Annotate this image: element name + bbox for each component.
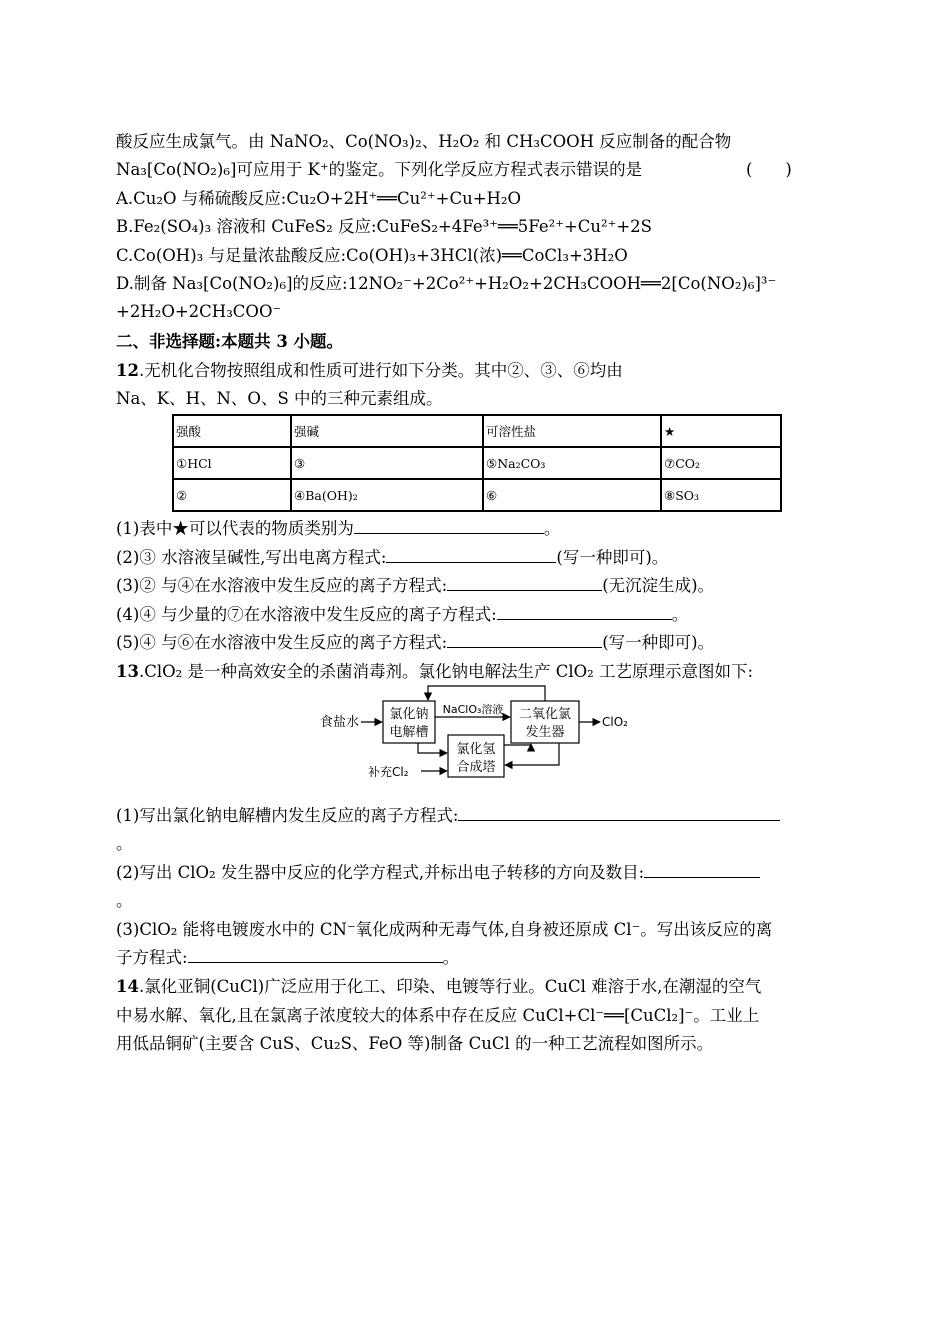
q12-text-1: .无机化合物按照组成和性质可进行如下分类。其中②、③、⑥均由 [138, 361, 623, 380]
q12-sub-5 [116, 631, 714, 655]
option-a: A.Cu₂O 与稀硫酸反应:Cu₂O+2H⁺══Cu²⁺+Cu+H₂O [116, 189, 522, 208]
q13-sub-1-text: (1)写出氯化钠电解槽内发生反应的离子方程式: [116, 806, 459, 825]
option-c: C.Co(OH)₃ 与足量浓盐酸反应:Co(OH)₃+3HCl(浓)══CoCl₃+3H₂O [116, 246, 628, 265]
table-header-cell: 可溶性盐 [483, 415, 661, 447]
q13-sub-2-text: (2)写出 ClO₂ 发生器中反应的化学方程式,并标出电子转移的方向及数目: [116, 863, 645, 882]
q12-number: 12 [116, 361, 139, 380]
q12-sub-1-end: 。 [543, 519, 561, 538]
electrolysis-cell-label-1: 氯化钠 [389, 707, 429, 722]
q14-line-2: 中易水解、氧化,且在氯离子浓度较大的体系中存在反应 CuCl+Cl⁻══[CuCl₂]⁻。工业上 [116, 1006, 760, 1025]
clo2-output-label: ClO₂ [602, 715, 628, 729]
arrow-tower-to-generator [504, 744, 531, 745]
clo2-generator-label-2: 发生器 [525, 725, 565, 740]
table-header-cell: 强碱 [291, 415, 483, 447]
table-header-cell: 强酸 [173, 415, 291, 447]
hcl-tower-label-2: 合成塔 [456, 760, 496, 775]
classification-table [172, 414, 782, 512]
q13-sub-2-end: 。 [116, 891, 133, 910]
answer-blank[interactable] [458, 804, 780, 821]
table-cell: ⑤Na₂CO₃ [483, 447, 661, 479]
table-cell: ③ [291, 447, 483, 479]
option-d-line-1: D.制备 Na₃[Co(NO₂)₆]的反应:12NO₂⁻+2Co²⁺+H₂O₂+2CH₃COOH══2[Co(NO₂)₆]³⁻ [116, 274, 777, 293]
process-diagram [318, 683, 648, 783]
q12-sub-3-end: (无沉淀生成)。 [602, 576, 715, 595]
hcl-tower-label-1: 氯化氢 [456, 742, 496, 757]
q14-line-1 [116, 975, 761, 999]
table-row [173, 479, 781, 511]
q12-sub-4-end: 。 [671, 605, 689, 624]
table-cell: ⑥ [483, 479, 661, 511]
q13-sub-1 [116, 804, 780, 828]
cl2-supplement-label: 补充Cl₂ [368, 765, 409, 779]
answer-blank[interactable] [188, 946, 443, 963]
table-cell: ⑧SO₃ [661, 479, 781, 511]
arrow-generator-to-tower [505, 743, 559, 765]
q12-sub-2-text: (2)③ 水溶液呈碱性,写出电离方程式: [116, 548, 387, 567]
electrolysis-cell-label-2: 电解槽 [389, 725, 429, 740]
q13-sub-3-end: 。 [442, 948, 460, 967]
q13-sub-2 [116, 861, 760, 885]
clo2-generator-label-1: 二氧化氯 [518, 707, 572, 722]
q13-line-1 [116, 660, 753, 684]
arrow-cell-to-tower [418, 743, 447, 753]
answer-blank[interactable] [644, 861, 760, 878]
q13-sub-3-line-2 [116, 946, 459, 970]
table-cell: ⑦CO₂ [661, 447, 781, 479]
answer-blank[interactable] [497, 603, 672, 620]
q12-line-1 [116, 359, 623, 383]
option-b: B.Fe₂(SO₄)₃ 溶液和 CuFeS₂ 反应:CuFeS₂+4Fe³⁺══5Fe²⁺+Cu²⁺+2S [116, 217, 652, 236]
q14-line-3: 用低品铜矿(主要含 CuS、Cu₂S、FeO 等)制备 CuCl 的一种工艺流程如图所示。 [116, 1034, 714, 1053]
answer-blank[interactable] [386, 546, 556, 563]
section-2-heading: 二、非选择题:本题共 3 小题。 [116, 332, 344, 351]
q12-sub-2-end: (写一种即可)。 [556, 548, 669, 567]
q12-sub-5-end: (写一种即可)。 [602, 633, 715, 652]
table-cell: ④Ba(OH)₂ [291, 479, 483, 511]
q12-sub-2 [116, 546, 668, 570]
intro-line-2 [116, 158, 792, 182]
naclo3-label: NaClO₃溶液 [442, 703, 504, 716]
table-cell: ② [173, 479, 291, 511]
q13-text-1: .ClO₂ 是一种高效安全的杀菌消毒剂。氯化钠电解法生产 ClO₂ 工艺原理示意图如下: [138, 662, 754, 681]
q12-line-2: Na、K、H、N、O、S 中的三种元素组成。 [116, 389, 443, 408]
q14-number: 14 [116, 977, 139, 996]
q13-sub-3-text-2: 子方程式: [116, 948, 188, 967]
salt-water-label: 食盐水 [320, 715, 360, 730]
arrow-return-top [428, 686, 545, 701]
q12-sub-3 [116, 574, 714, 598]
q12-sub-3-text: (3)② 与④在水溶液中发生反应的离子方程式: [116, 576, 448, 595]
q12-sub-1 [116, 517, 560, 541]
answer-blank[interactable] [354, 517, 544, 534]
q13-sub-3-line-1: (3)ClO₂ 能将电镀废水中的 CN⁻氧化成两种无毒气体,自身被还原成 Cl⁻。写出该反应的离 [116, 920, 773, 939]
intro-question-text: Na₃[Co(NO₂)₆]可应用于 K⁺的鉴定。下列化学反应方程式表示错误的是 [116, 160, 643, 179]
q12-sub-4-text: (4)④ 与少量的⑦在水溶液中发生反应的离子方程式: [116, 605, 497, 624]
answer-paren: ( ) [746, 160, 792, 179]
q12-sub-5-text: (5)④ 与⑥在水溶液中发生反应的离子方程式: [116, 633, 448, 652]
q12-sub-1-text: (1)表中★可以代表的物质类别为 [116, 519, 354, 538]
q13-number: 13 [116, 662, 139, 681]
q13-sub-1-end: 。 [116, 834, 133, 853]
answer-blank[interactable] [447, 574, 602, 591]
intro-line-1: 酸反应生成氯气。由 NaNO₂、Co(NO₃)₂、H₂O₂ 和 CH₃COOH 反应制备的配合物 [116, 132, 732, 151]
answer-blank[interactable] [447, 631, 602, 648]
q14-text-1: .氯化亚铜(CuCl)广泛应用于化工、印染、电镀等行业。CuCl 难溶于水,在潮湿的空气 [138, 977, 762, 996]
option-d-line-2: +2H₂O+2CH₃COO⁻ [116, 302, 282, 321]
table-cell: ①HCl [173, 447, 291, 479]
table-header-cell: ★ [661, 415, 781, 447]
q12-sub-4 [116, 603, 688, 627]
table-header-row [173, 415, 781, 447]
table-row [173, 447, 781, 479]
